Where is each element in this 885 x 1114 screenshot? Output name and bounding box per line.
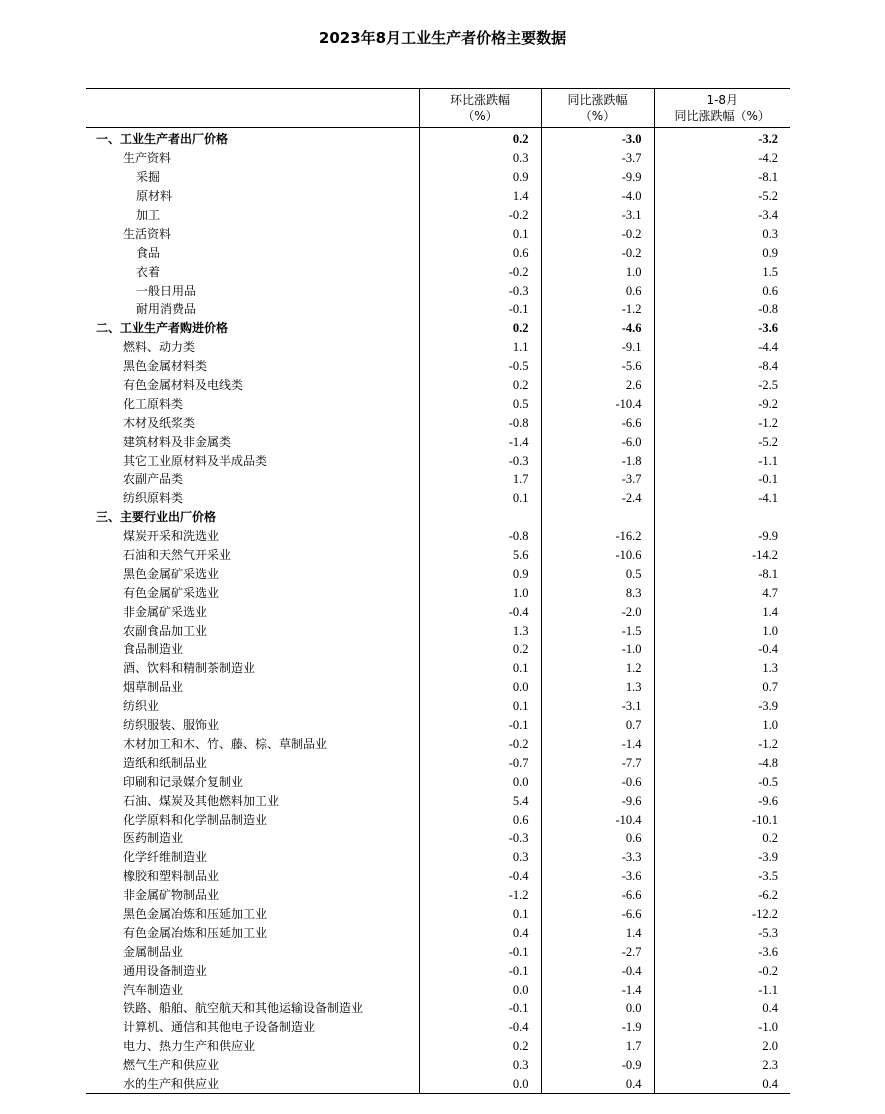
row-mom-value: -0.4 [419, 1018, 541, 1037]
header-row [86, 89, 790, 128]
row-name: 黑色金属冶炼和压延加工业 [123, 906, 268, 921]
table-row [86, 942, 790, 961]
table-row [86, 243, 790, 262]
row-yoy-value: 1.4 [541, 923, 654, 942]
row-yoy-value: -1.2 [541, 300, 654, 319]
row-mom-value: -0.3 [419, 829, 541, 848]
row-ytd-value: 1.0 [654, 621, 790, 640]
row-mom-value [419, 508, 541, 527]
row-yoy-value: 0.6 [541, 829, 654, 848]
row-yoy-value: -10.4 [541, 810, 654, 829]
row-yoy-value: -16.2 [541, 527, 654, 546]
row-mom-value: -0.3 [419, 451, 541, 470]
row-name: 铁路、船舶、航空航天和其他运输设备制造业 [123, 1001, 364, 1016]
table-row [86, 867, 790, 886]
table-row [86, 697, 790, 716]
header-mom [419, 89, 541, 128]
row-ytd-value: -2.5 [654, 376, 790, 395]
row-mom-value: 0.5 [419, 394, 541, 413]
row-ytd-value: -3.5 [654, 867, 790, 886]
row-yoy-value: -0.2 [541, 224, 654, 243]
row-name: 燃气生产和供应业 [123, 1058, 220, 1073]
table-row [86, 168, 790, 187]
header-mom-unit: （%） [462, 109, 498, 123]
page-title: 2023年8月工业生产者价格主要数据 [318, 29, 567, 47]
row-name: 酒、饮料和精制茶制造业 [123, 661, 256, 676]
row-ytd-value: -8.1 [654, 168, 790, 187]
row-ytd-value: -9.6 [654, 791, 790, 810]
row-mom-value: -0.4 [419, 867, 541, 886]
row-ytd-value: -1.2 [654, 413, 790, 432]
row-mom-value: -1.4 [419, 432, 541, 451]
row-mom-value: -1.2 [419, 886, 541, 905]
row-mom-value: -0.2 [419, 206, 541, 225]
row-name: 煤炭开采和洗选业 [123, 529, 220, 544]
row-mom-value: 0.9 [419, 168, 541, 187]
row-ytd-value [654, 508, 790, 527]
row-yoy-value: 0.6 [541, 281, 654, 300]
row-name: 石油和天然气开采业 [123, 548, 232, 563]
row-name: 化学原料和化学制品制造业 [123, 812, 268, 827]
row-yoy-value: 0.0 [541, 999, 654, 1018]
row-name: 有色金属冶炼和压延加工业 [123, 925, 268, 940]
row-mom-value: 0.3 [419, 149, 541, 168]
row-mom-value: 0.1 [419, 224, 541, 243]
section-row [86, 508, 790, 527]
row-ytd-value: 2.3 [654, 1056, 790, 1075]
row-yoy-value: -0.2 [541, 243, 654, 262]
row-name: 建筑材料及非金属类 [123, 434, 232, 449]
row-ytd-value: 1.0 [654, 716, 790, 735]
table-row [86, 300, 790, 319]
row-mom-value: 0.2 [419, 1037, 541, 1056]
table-row [86, 621, 790, 640]
row-yoy-value: -2.4 [541, 489, 654, 508]
row-yoy-value: -6.6 [541, 905, 654, 924]
row-ytd-value: -3.2 [654, 128, 790, 149]
row-yoy-value: -9.1 [541, 338, 654, 357]
row-name: 生产资料 [123, 151, 172, 166]
table-row [86, 489, 790, 508]
row-name: 黑色金属矿采选业 [123, 566, 220, 581]
row-yoy-value: -1.8 [541, 451, 654, 470]
row-mom-value: -0.1 [419, 716, 541, 735]
row-mom-value: -0.3 [419, 281, 541, 300]
row-ytd-value: -5.2 [654, 187, 790, 206]
table-row [86, 1037, 790, 1056]
header-ytd-period: 1-8月 [706, 93, 739, 107]
row-yoy-value: -3.1 [541, 206, 654, 225]
table-row [86, 829, 790, 848]
row-yoy-value: 0.7 [541, 716, 654, 735]
row-ytd-value: -12.2 [654, 905, 790, 924]
section-row [86, 319, 790, 338]
row-name: 燃料、动力类 [123, 340, 196, 355]
row-name: 非金属矿物制品业 [123, 888, 220, 903]
row-ytd-value: -4.2 [654, 149, 790, 168]
table-row [86, 470, 790, 489]
header-ytd [654, 89, 790, 128]
row-name: 木材及纸浆类 [123, 415, 196, 430]
row-ytd-value: -1.1 [654, 451, 790, 470]
table-row [86, 206, 790, 225]
row-name: 采掘 [136, 170, 161, 185]
row-name: 纺织原料类 [123, 491, 184, 506]
row-name: 农副食品加工业 [123, 623, 208, 638]
table-row [86, 716, 790, 735]
row-mom-value: 0.0 [419, 772, 541, 791]
row-ytd-value: -0.4 [654, 640, 790, 659]
row-yoy-value: -3.6 [541, 867, 654, 886]
row-ytd-value: -0.5 [654, 772, 790, 791]
row-mom-value: 0.2 [419, 376, 541, 395]
row-mom-value: 0.1 [419, 489, 541, 508]
row-mom-value: -0.4 [419, 602, 541, 621]
table-row [86, 338, 790, 357]
table-row [86, 678, 790, 697]
row-yoy-value: -1.4 [541, 735, 654, 754]
row-mom-value: 0.0 [419, 1075, 541, 1094]
table-row [86, 564, 790, 583]
table-row [86, 735, 790, 754]
row-ytd-value: 2.0 [654, 1037, 790, 1056]
row-yoy-value: -0.4 [541, 961, 654, 980]
row-yoy-value: -1.4 [541, 980, 654, 999]
table-row [86, 546, 790, 565]
table-row [86, 376, 790, 395]
table-row [86, 1018, 790, 1037]
row-yoy-value: 0.5 [541, 564, 654, 583]
row-yoy-value: 1.3 [541, 678, 654, 697]
row-name: 汽车制造业 [123, 982, 184, 997]
row-ytd-value: -10.1 [654, 810, 790, 829]
header-item-name [86, 89, 419, 128]
row-yoy-value: -3.0 [541, 128, 654, 149]
row-name: 化工原料类 [123, 396, 184, 411]
row-name: 医药制造业 [123, 831, 184, 846]
section-row [86, 128, 790, 149]
row-name: 木材加工和木、竹、藤、棕、草制品业 [123, 736, 328, 751]
row-name: 有色金属材料及电线类 [123, 378, 244, 393]
row-ytd-value: 1.5 [654, 262, 790, 281]
row-yoy-value: -2.0 [541, 602, 654, 621]
table-row [86, 413, 790, 432]
row-yoy-value: -1.9 [541, 1018, 654, 1037]
table-row [86, 810, 790, 829]
row-yoy-value: -9.6 [541, 791, 654, 810]
row-yoy-value: -0.6 [541, 772, 654, 791]
row-mom-value: 1.4 [419, 187, 541, 206]
row-name: 纺织服装、服饰业 [123, 718, 220, 733]
row-ytd-value: -8.4 [654, 357, 790, 376]
row-name: 通用设备制造业 [123, 963, 208, 978]
row-yoy-value: 0.4 [541, 1075, 654, 1094]
row-yoy-value: -4.6 [541, 319, 654, 338]
row-ytd-value: 0.9 [654, 243, 790, 262]
row-ytd-value: -5.2 [654, 432, 790, 451]
row-name: 一、工业生产者出厂价格 [96, 132, 229, 147]
table-body [86, 128, 790, 1094]
row-name: 三、主要行业出厂价格 [96, 510, 217, 525]
table-row [86, 187, 790, 206]
row-ytd-value: -4.4 [654, 338, 790, 357]
table-row [86, 659, 790, 678]
row-yoy-value: -3.7 [541, 470, 654, 489]
row-mom-value: 0.3 [419, 848, 541, 867]
row-ytd-value: 0.4 [654, 1075, 790, 1094]
row-ytd-value: -6.2 [654, 886, 790, 905]
row-mom-value: 0.2 [419, 640, 541, 659]
row-mom-value: -0.2 [419, 735, 541, 754]
row-ytd-value: 4.7 [654, 583, 790, 602]
table-row [86, 149, 790, 168]
row-name: 烟草制品业 [123, 680, 184, 695]
row-ytd-value: -3.9 [654, 848, 790, 867]
row-yoy-value: -6.6 [541, 413, 654, 432]
row-name: 非金属矿采选业 [123, 604, 208, 619]
row-ytd-value: 0.7 [654, 678, 790, 697]
row-yoy-value: -2.7 [541, 942, 654, 961]
row-name: 水的生产和供应业 [123, 1076, 220, 1091]
table-row [86, 772, 790, 791]
row-name: 食品 [136, 245, 161, 260]
row-yoy-value: -10.6 [541, 546, 654, 565]
row-mom-value: 0.2 [419, 128, 541, 149]
row-name: 食品制造业 [123, 642, 184, 657]
header-yoy [541, 89, 654, 128]
row-ytd-value: -5.3 [654, 923, 790, 942]
row-ytd-value: -8.1 [654, 564, 790, 583]
row-mom-value: 1.1 [419, 338, 541, 357]
table-row [86, 753, 790, 772]
row-name: 印刷和记录媒介复制业 [123, 774, 244, 789]
row-mom-value: 0.6 [419, 810, 541, 829]
row-yoy-value: -1.0 [541, 640, 654, 659]
row-yoy-value: -4.0 [541, 187, 654, 206]
table-row [86, 999, 790, 1018]
row-ytd-value: -4.1 [654, 489, 790, 508]
row-yoy-value: -3.7 [541, 149, 654, 168]
row-name: 化学纤维制造业 [123, 850, 208, 865]
row-name: 石油、煤炭及其他燃料加工业 [123, 793, 280, 808]
row-mom-value: -0.5 [419, 357, 541, 376]
row-ytd-value: -1.0 [654, 1018, 790, 1037]
row-yoy-value: -3.1 [541, 697, 654, 716]
row-mom-value: 0.1 [419, 697, 541, 716]
row-mom-value: 0.1 [419, 659, 541, 678]
row-ytd-value: -0.1 [654, 470, 790, 489]
row-ytd-value: -3.9 [654, 697, 790, 716]
row-ytd-value: 0.6 [654, 281, 790, 300]
row-mom-value: 1.3 [419, 621, 541, 640]
row-ytd-value: -9.9 [654, 527, 790, 546]
table-row [86, 961, 790, 980]
table-row [86, 281, 790, 300]
row-yoy-value: -5.6 [541, 357, 654, 376]
row-ytd-value: 0.3 [654, 224, 790, 243]
row-name: 造纸和纸制品业 [123, 755, 208, 770]
header-ytd-label: 同比涨跌幅（%） [674, 109, 770, 123]
header-yoy-unit: （%） [579, 109, 616, 123]
row-ytd-value: 1.3 [654, 659, 790, 678]
row-name: 电力、热力生产和供应业 [123, 1039, 256, 1054]
row-yoy-value: -9.9 [541, 168, 654, 187]
table-row [86, 583, 790, 602]
row-mom-value: -0.7 [419, 753, 541, 772]
row-yoy-value: 1.0 [541, 262, 654, 281]
row-ytd-value: -1.1 [654, 980, 790, 999]
header-yoy-label: 同比涨跌幅 [567, 93, 628, 107]
row-mom-value: -0.1 [419, 942, 541, 961]
table-row [86, 262, 790, 281]
table-row [86, 602, 790, 621]
row-ytd-value: -0.2 [654, 961, 790, 980]
row-name: 金属制品业 [123, 944, 184, 959]
row-mom-value: 0.0 [419, 678, 541, 697]
row-mom-value: 0.9 [419, 564, 541, 583]
table-header [86, 89, 790, 128]
table-row [86, 848, 790, 867]
row-mom-value: -0.2 [419, 262, 541, 281]
row-mom-value: 5.4 [419, 791, 541, 810]
row-yoy-value: 1.7 [541, 1037, 654, 1056]
row-ytd-value: -3.6 [654, 942, 790, 961]
row-mom-value: 0.6 [419, 243, 541, 262]
row-name: 生活资料 [123, 226, 172, 241]
row-name: 一般日用品 [136, 283, 197, 298]
table-row [86, 224, 790, 243]
table-row [86, 357, 790, 376]
row-ytd-value: 1.4 [654, 602, 790, 621]
row-yoy-value: 2.6 [541, 376, 654, 395]
row-mom-value: 0.1 [419, 905, 541, 924]
row-yoy-value [541, 508, 654, 527]
table-row [86, 432, 790, 451]
row-name: 衣着 [136, 264, 161, 279]
row-mom-value: 0.4 [419, 923, 541, 942]
row-name: 有色金属矿采选业 [123, 585, 220, 600]
row-mom-value: -0.8 [419, 527, 541, 546]
table-row [86, 791, 790, 810]
row-name: 纺织业 [123, 699, 160, 714]
row-yoy-value: -0.9 [541, 1056, 654, 1075]
row-ytd-value: -3.4 [654, 206, 790, 225]
row-ytd-value: -3.6 [654, 319, 790, 338]
row-yoy-value: 1.2 [541, 659, 654, 678]
table-row [86, 1056, 790, 1075]
row-mom-value: -0.1 [419, 999, 541, 1018]
row-name: 黑色金属材料类 [123, 359, 208, 374]
price-data-table [86, 88, 790, 1094]
row-name: 二、工业生产者购进价格 [96, 321, 229, 336]
table-row [86, 394, 790, 413]
table-row [86, 980, 790, 999]
row-name: 加工 [136, 208, 161, 222]
row-yoy-value: -10.4 [541, 394, 654, 413]
row-mom-value: 5.6 [419, 546, 541, 565]
row-ytd-value: -9.2 [654, 394, 790, 413]
row-yoy-value: 8.3 [541, 583, 654, 602]
row-mom-value: 0.0 [419, 980, 541, 999]
row-yoy-value: -6.0 [541, 432, 654, 451]
row-name: 橡胶和塑料制品业 [123, 869, 220, 884]
table-row [86, 905, 790, 924]
row-yoy-value: -7.7 [541, 753, 654, 772]
row-yoy-value: -3.3 [541, 848, 654, 867]
table-row [86, 640, 790, 659]
row-name: 计算机、通信和其他电子设备制造业 [123, 1020, 316, 1035]
row-name: 农副产品类 [123, 472, 184, 487]
row-mom-value: 0.2 [419, 319, 541, 338]
row-mom-value: -0.1 [419, 300, 541, 319]
row-name: 耐用消费品 [136, 302, 197, 317]
table-row [86, 527, 790, 546]
row-ytd-value: -1.2 [654, 735, 790, 754]
row-yoy-value: -1.5 [541, 621, 654, 640]
table-row [86, 886, 790, 905]
row-name: 原材料 [136, 189, 173, 204]
row-ytd-value: -14.2 [654, 546, 790, 565]
row-name: 其它工业原材料及半成品类 [123, 453, 268, 468]
row-mom-value: -0.1 [419, 961, 541, 980]
table-row [86, 1075, 790, 1094]
table-row [86, 451, 790, 470]
row-mom-value: -0.8 [419, 413, 541, 432]
row-mom-value: 1.0 [419, 583, 541, 602]
header-mom-label: 环比涨跌幅 [449, 93, 510, 107]
row-mom-value: 0.3 [419, 1056, 541, 1075]
table-row [86, 923, 790, 942]
row-ytd-value: 0.2 [654, 829, 790, 848]
row-ytd-value: 0.4 [654, 999, 790, 1018]
row-ytd-value: -0.8 [654, 300, 790, 319]
row-ytd-value: -4.8 [654, 753, 790, 772]
row-mom-value: 1.7 [419, 470, 541, 489]
row-yoy-value: -6.6 [541, 886, 654, 905]
